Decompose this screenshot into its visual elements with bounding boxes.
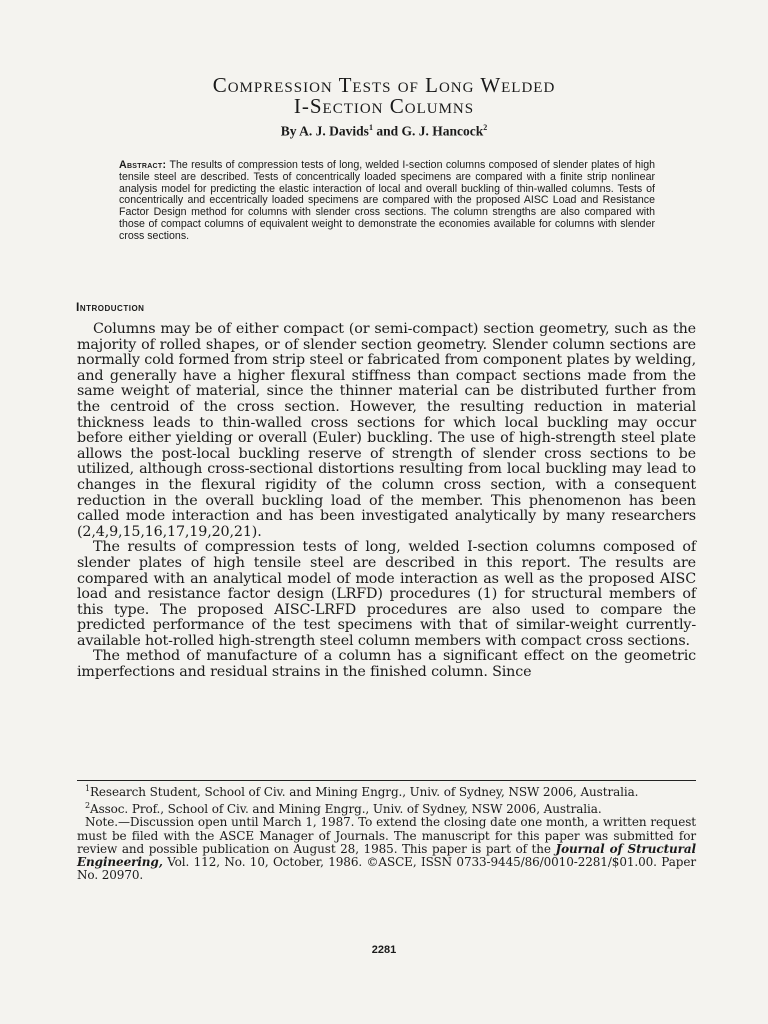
page-number: 2281 — [371, 944, 397, 956]
footnote-1-mark: 1 — [85, 784, 90, 793]
footnotes — [77, 782, 696, 882]
footnote-1-text: Research Student, School of Civ. and Mining Engrg., Univ. of Sydney, NSW 2006, Australia. — [90, 785, 639, 799]
footnote-1 — [77, 782, 696, 799]
author-1: By A. J. Davids — [280, 123, 369, 139]
abstract-label: Abstract: — [119, 159, 167, 171]
author-2: and G. J. Hancock — [372, 123, 484, 139]
journal-name: Journal of Structural Engineering, — [77, 841, 696, 870]
paragraph-2: The results of compression tests of long, welded I-section columns composed of slender plates of high tensile steel are described in this report. The results are compared with an analytical model of mode interaction as well as the proposed AISC load and resistance factor design (LRFD) procedures (1) for structural members of this type. The proposed AISC-LRFD procedures are also used to compare the predicted performance of the test specimens with that of similar-weight currently-available hot-rolled high-strength steel column members with compact cross sections. — [77, 539, 696, 649]
footnote-2-text: Assoc. Prof., School of Civ. and Mining Engrg., Univ. of Sydney, NSW 2006, Australia. — [90, 802, 602, 817]
footnote-rule — [77, 780, 696, 781]
author-2-footnote-mark: 2 — [483, 123, 488, 132]
author-line — [0, 123, 768, 140]
footnote-note — [77, 816, 696, 882]
author-1-footnote-mark: 1 — [368, 123, 373, 132]
paper-title-line-1: Compression Tests of Long Welded — [212, 73, 556, 97]
footnote-2 — [77, 799, 696, 816]
note-text-b: Vol. 112, No. 10, October, 1986. ©ASCE, ISSN 0733-9445/86/0010-2281/$01.00. Paper No. 20970. — [77, 855, 696, 883]
body-text — [77, 322, 696, 681]
footnote-2-mark: 2 — [85, 801, 90, 811]
abstract — [119, 160, 655, 243]
paragraph-3: The method of manufacture of a column has a significant effect on the geometric imperfections and residual strains in the finished column. Since — [77, 648, 696, 681]
section-heading-introduction: Introduction — [76, 300, 145, 314]
abstract-text: The results of compression tests of long, welded I-section columns composed of slender plates of high tensile steel are described. Tests of concentrically loaded specimens are compared with a finite strip nonlinear analysis model for predicting the elastic interaction of local and overall buckling of thin-walled columns. Tests of concentrically and eccentrically loaded specimens are compared with the proposed AISC Load and Resistance Factor Design method for columns with slender cross sections. The column strengths are also compared with those of compact columns of equivalent weight to demonstrate the economies available for columns with slender cross sections. — [119, 159, 655, 242]
paper-title-line-2: I-Section Columns — [293, 94, 475, 118]
note-text-a: Note.—Discussion open until March 1, 1987. To extend the closing date one month, a written request must be filed with the ASCE Manager of Journals. The manuscript for this paper was submitted for review and possible publication on August 28, 1985. This paper is part of the — [77, 815, 696, 856]
paragraph-1: Columns may be of either compact (or semi-compact) section geometry, such as the majority of rolled shapes, or of slender section geometry. Slender column sections are normally cold formed from strip steel or fabricated from component plates by welding, and generally have a higher flexural stiffness than compact sections made from the same weight of material, since the thinner material can be distributed further from the centroid of the cross section. However, the resulting reduction in material thickness leads to thin-walled cross sections for which local buckling may occur before either yielding or overall (Euler) buckling. The use of high-strength steel plate allows the post-local buckling reserve of strength of slender cross sections to be utilized, although cross-sectional distortions resulting from local buckling may lead to changes in the flexural rigidity of the column cross section, with a consequent reduction in the overall buckling load of the member. This phenomenon has been called mode interaction and has been investigated analytically by many researchers (2,4,9,15,16,17,19,20,21). — [77, 321, 696, 540]
